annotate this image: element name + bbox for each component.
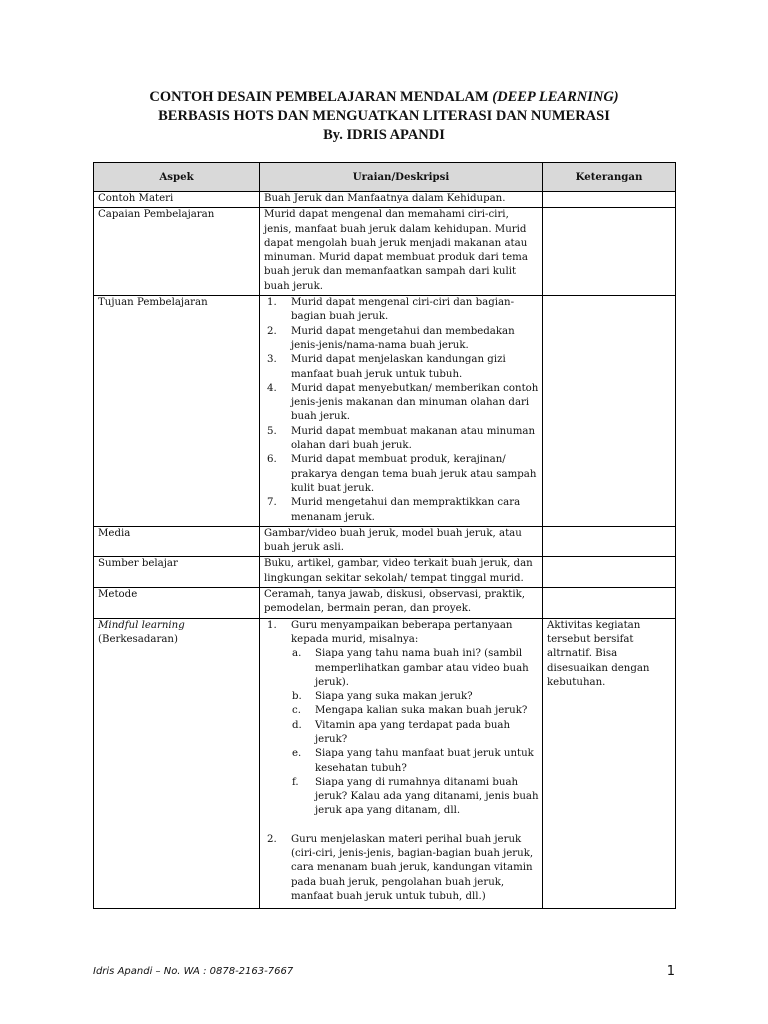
- list-item: 1. Guru menyampaikan beberapa pertanyaan kepada murid, misalnya: a. Siapa yang tahu nama buah ini? (sambil memperlihatkan gambar atau video buah jeruk). b. Siapa yang suka makan jeruk? c. Mengapa kalian suka makan buah jeruk? d. Vitamin apa yang terdapat pada buah jeruk? e. Siapa yang tahu manfaat buat jeruk untuk kesehatan tubuh? f. Siapa yang di rumahnya ditanami buah jeruk? Kalau ada yang ditanami, jenis buah jeruk apa yang ditanam, dll.: [264, 619, 539, 819]
- footer-author: Idris Apandi – No. WA : 0878-2163-7667: [93, 966, 294, 977]
- list-item: 1. Murid dapat mengenal ciri-ciri dan bagian-bagian buah jeruk.: [267, 297, 515, 323]
- cell-aspek: [94, 618, 260, 909]
- list-item: 2. Murid dapat mengetahui dan membedakan jenis-jenis/nama-nama buah jeruk.: [267, 325, 515, 351]
- mindful-label: Mindful learning: [98, 619, 185, 631]
- header-keterangan: Keterangan: [543, 163, 676, 192]
- cell-aspek: Tujuan Pembelajaran: [94, 296, 260, 527]
- mindful-list: [264, 619, 539, 905]
- cell-uraian: Gambar/video buah jeruk, model buah jeruk, atau buah jeruk asli.: [260, 526, 543, 557]
- cell-uraian: Ceramah, tanya jawab, diskusi, observasi, praktik, pemodelan, bermain peran, dan proyek.: [260, 588, 543, 619]
- list-item: 2. Guru menjelaskan materi perihal buah jeruk (ciri-ciri, jenis-jenis, bagian-bagian buah jeruk, cara menanam buah jeruk, kandungan vitamin pada buah jeruk, pengolahan buah jeruk, manfaat buah jeruk untuk tubuh, dll.): [267, 833, 534, 902]
- cell-uraian: Murid dapat mengenal dan memahami ciri-ciri, jenis, manfaat buah jeruk dalam kehidupan. Murid dapat mengolah buah jeruk menjadi makanan atau minuman. Murid dapat membuat produk dari tema buah jeruk dan memanfaatkan sampah dari kulit buah jeruk.: [260, 208, 543, 296]
- list-item: f. Siapa yang di rumahnya ditanami buah jeruk? Kalau ada yang ditanami, jenis buah jeruk apa yang ditanam, dll.: [292, 776, 539, 817]
- title-line-3: By. IDRIS APANDI: [323, 127, 445, 143]
- cell-aspek: Media: [94, 526, 260, 557]
- cell-keterangan: [543, 588, 676, 619]
- cell-uraian: Buah Jeruk dan Manfaatnya dalam Kehidupan.: [260, 192, 543, 208]
- list-item: 4. Murid dapat menyebutkan/ memberikan contoh jenis-jenis makanan dan minuman olahan dari buah jeruk.: [267, 382, 539, 423]
- cell-aspek: Metode: [94, 588, 260, 619]
- table-row: [94, 192, 676, 208]
- title-line-2: BERBASIS HOTS DAN MENGUATKAN LITERASI DAN NUMERASI: [158, 108, 610, 124]
- tujuan-list: [264, 296, 539, 525]
- list-item: 5. Murid dapat membuat makanan atau minuman olahan dari buah jeruk.: [267, 425, 536, 452]
- cell-keterangan: [543, 296, 676, 527]
- title-line-1: CONTOH DESAIN PEMBELAJARAN MENDALAM (DEEP LEARNING): [149, 89, 619, 105]
- list-item: a. Siapa yang tahu nama buah ini? (sambil memperlihatkan gambar atau video buah jeruk).: [292, 648, 529, 688]
- document-title: [0, 88, 768, 145]
- learning-design-table: [93, 162, 676, 909]
- cell-uraian: [260, 296, 543, 527]
- table-row: [94, 526, 676, 557]
- header-aspek: Aspek: [94, 163, 260, 192]
- list-item: 7. Murid mengetahui dan mempraktikkan cara menanam jeruk.: [267, 497, 521, 523]
- table-row: [94, 557, 676, 588]
- cell-keterangan: Aktivitas kegiatan tersebut bersifat altrnatif. Bisa disesuaikan dengan kebutuhan.: [543, 618, 676, 909]
- cell-aspek: Contoh Materi: [94, 192, 260, 208]
- list-item: 3. Murid dapat menjelaskan kandungan gizi manfaat buah jeruk untuk tubuh.: [267, 354, 506, 380]
- cell-uraian: [260, 618, 543, 909]
- table-row: [94, 618, 676, 909]
- cell-keterangan: [543, 208, 676, 296]
- cell-keterangan: [543, 526, 676, 557]
- list-item: b. Siapa yang suka makan jeruk?: [292, 691, 473, 703]
- list-spacer: [264, 819, 539, 833]
- title-italic: (DEEP LEARNING): [492, 89, 619, 105]
- list-item: d. Vitamin apa yang terdapat pada buah jeruk?: [292, 719, 511, 745]
- cell-aspek: Sumber belajar: [94, 557, 260, 588]
- list-item: e. Siapa yang tahu manfaat buat jeruk untuk kesehatan tubuh?: [292, 748, 534, 774]
- question-list: [291, 647, 539, 819]
- table-row: [94, 296, 676, 527]
- list-item: c. Mengapa kalian suka makan buah jeruk?: [292, 705, 528, 717]
- table-row: [94, 588, 676, 619]
- mindful-sublabel: (Berkesadaran): [98, 633, 178, 645]
- page-number: 1: [666, 964, 675, 979]
- list-item: 6. Murid dapat membuat produk, kerajinan/ prakarya dengan tema buah jeruk atau sampah kulit buat jeruk.: [267, 454, 537, 494]
- cell-uraian: Buku, artikel, gambar, video terkait buah jeruk, dan lingkungan sekitar sekolah/ tempat tinggal murid.: [260, 557, 543, 588]
- header-uraian: Uraian/Deskripsi: [260, 163, 543, 192]
- table-header-row: [94, 163, 676, 192]
- cell-aspek: Capaian Pembelajaran: [94, 208, 260, 296]
- cell-keterangan: [543, 557, 676, 588]
- table-row: [94, 208, 676, 296]
- cell-keterangan: [543, 192, 676, 208]
